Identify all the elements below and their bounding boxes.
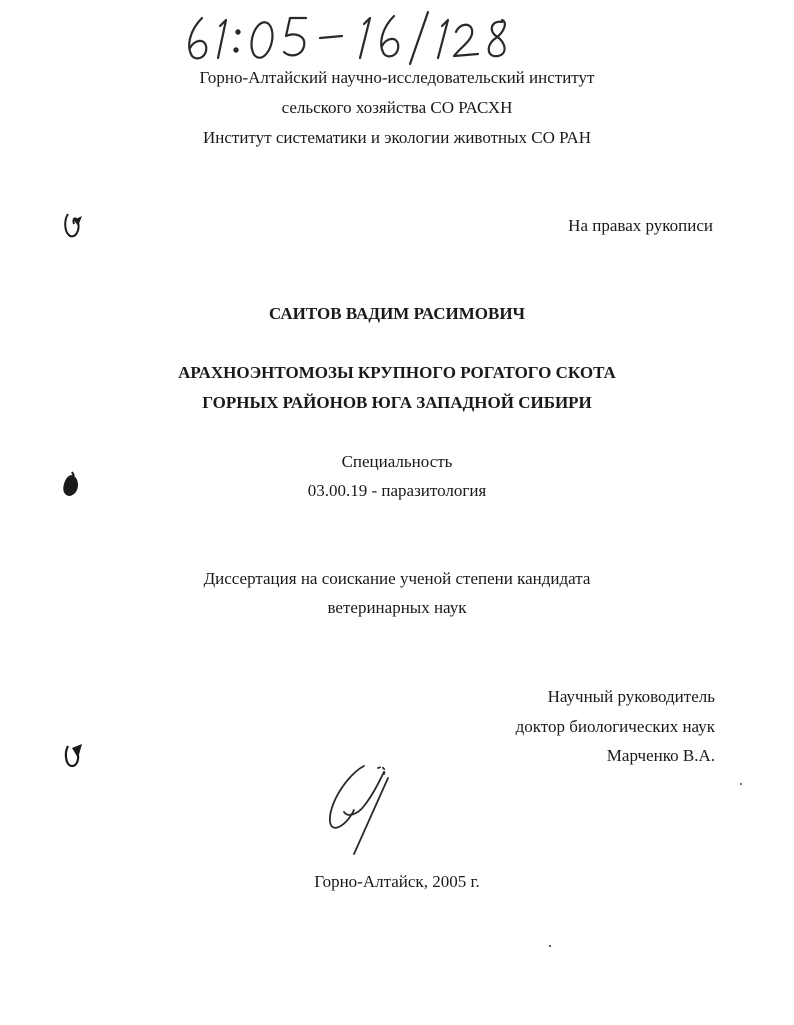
institution-line-1: Горно-Алтайский научно-исследовательский институт — [199, 68, 595, 87]
advisor-role: Научный руководитель — [547, 687, 715, 706]
place-and-year: Горно-Алтайск, 2005 г. — [314, 872, 480, 891]
dissertation-title-line-1: АРАХНОЭНТОМОЗЫ КРУПНОГО РОГАТОГО СКОТА — [178, 363, 616, 382]
author-name: САИТОВ ВАДИМ РАСИМОВИЧ — [268, 304, 526, 323]
handwritten-signature — [318, 760, 418, 860]
manuscript-note: На правах рукописи — [568, 216, 713, 235]
punch-hole-mark — [62, 740, 84, 770]
punch-hole-mark — [62, 210, 84, 240]
advisor-name: Марченко В.А. — [606, 746, 715, 765]
dissertation-title-line-2: ГОРНЫХ РАЙОНОВ ЮГА ЗАПАДНОЙ СИБИРИ — [202, 393, 592, 412]
handwritten-archive-code — [180, 8, 540, 66]
scan-speck — [740, 783, 742, 785]
scan-speck — [549, 945, 551, 947]
institution-line-3: Институт систематики и экологии животных СО РАН — [202, 128, 592, 147]
advisor-degree: доктор биологических наук — [515, 717, 715, 736]
degree-line-1: Диссертация на соискание ученой степени кандидата — [203, 569, 591, 588]
specialty-value: 03.00.19 - паразитология — [307, 481, 487, 500]
institution-line-2: сельского хозяйства СО РАСХН — [281, 98, 513, 117]
specialty-label: Специальность — [341, 452, 453, 471]
degree-line-2: ветеринарных наук — [327, 598, 467, 617]
